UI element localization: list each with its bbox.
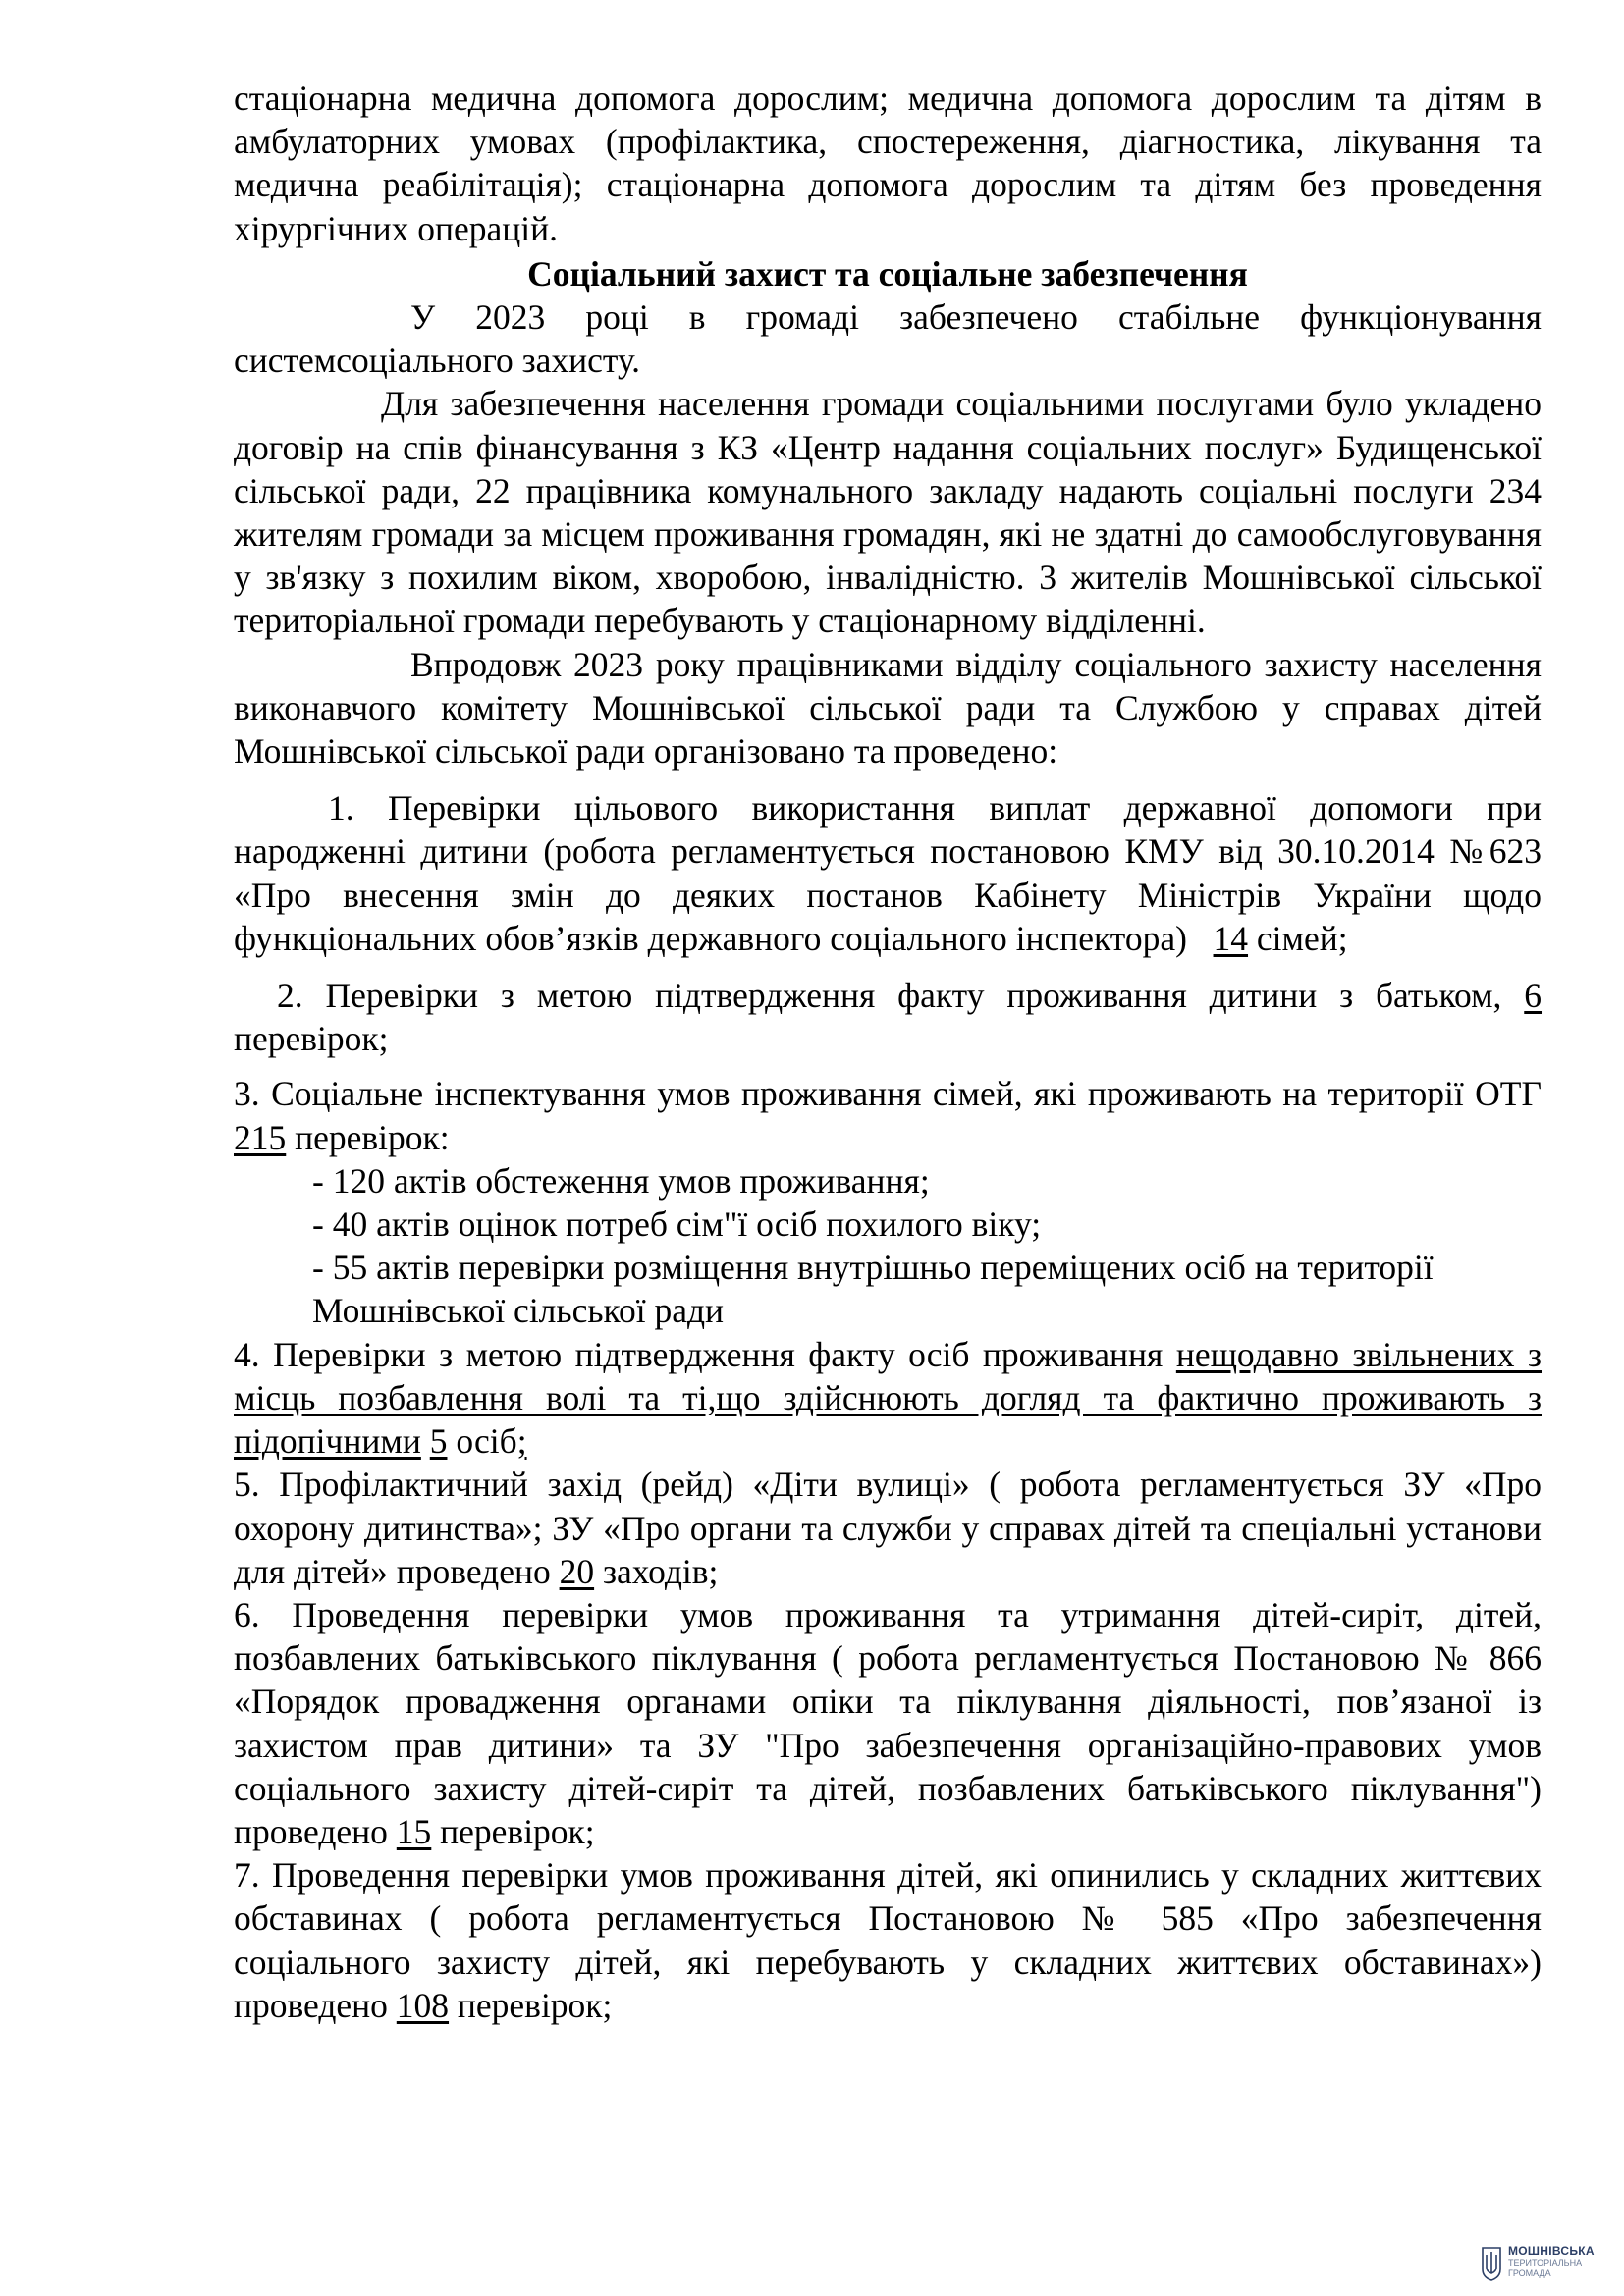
logo-line-3: ГРОМАДА [1508, 2269, 1551, 2278]
logo-line-1: МОШНІВСЬКА [1508, 2244, 1595, 2258]
list-item-7 [234, 1853, 1542, 2027]
list-item-7-tail: перевірок; [457, 1985, 613, 2025]
list-item-1-tail: сімей; [1256, 918, 1348, 958]
list-item-7-value: 108 [396, 1985, 450, 2025]
list-item-5-number: 5. [234, 1465, 260, 1505]
list-item-4-text: Перевірки з метою підтвердження факту осіб проживання [273, 1334, 1164, 1374]
community-logo [1481, 2244, 1618, 2287]
list-item-1-text: Перевірки цільового використання виплат державної допомоги при народженні дитини (робота регламентується постановою КМУ від 30.10.2014 №623 «Про внесення змін до деяких постанов Кабінету Міністрів України щодо функціональних обов’язків державного соціального інспектора) [234, 788, 1542, 958]
list-item-6-tail: перевірок; [440, 1811, 595, 1851]
list-item-6-value: 15 [396, 1811, 432, 1851]
document-page [234, 77, 1542, 2027]
list-item-6-text: Проведення перевірки умов проживання та утримання дітей-сиріт, дітей, позбавлених батьківського піклування ( робота регламентується Постановою № 866 «Порядок провадження органами опіки та піклування діяльності, пов’язаної із захистом прав дитини» та ЗУ "Про забезпечення організаційно-правових умов соціального захисту дітей-сиріт та дітей, позбавлених батьківського піклування") проведено [234, 1594, 1542, 1851]
list-item-4-tail: осіб [456, 1421, 517, 1462]
list-item-7-number: 7. [234, 1855, 260, 1896]
list-item-3-number: 3. [234, 1074, 260, 1114]
list-item-3 [234, 1072, 1542, 1158]
trident-emblem-icon [1481, 2246, 1502, 2281]
list-item-6 [234, 1593, 1542, 1853]
paragraph-activities-intro: Впродовж 2023 року працівниками відділу соціального захисту населення виконавчого комітету Мошнівської сільської ради та Службою у справах дітей Мошнівської сільської ради організовано та проведено: [234, 644, 1542, 772]
list-item-2-text: Перевірки з метою підтвердження факту проживання дитини з батьком, [325, 976, 1502, 1016]
list-item-2 [234, 974, 1542, 1060]
list-item-1-value: 14 [1213, 918, 1249, 958]
list-item-5-value: 20 [559, 1551, 595, 1591]
list-item-4-end: ; [516, 1421, 527, 1462]
list-item-4-number: 4. [234, 1334, 260, 1374]
list-item-2-value: 6 [1524, 976, 1543, 1016]
paragraph-social-services: Для забезпечення населення громади соціальними послугами було укладено договір на спів фінансування з КЗ «Центр надання соціальних послуг» Будищенської сільської ради, 22 працівника комунального закладу надають соціальні послуги 234 жителям громади за місцем проживання громадян, які не здатні до самообслуговування у зв'язку з похилим віком, хворобою, інвалідністю. 3 жителів Мошнівської сільської територіальної громади перебувають у стаціонарному відділенні. [234, 384, 1542, 641]
list-item-7-text: Проведення перевірки умов проживання дітей, які опинились у складних життєвих обставинах ( робота регламентується Постановою № 585 «Про забезпечення соціального захисту дітей, які перебувають у складних життєвих обставинах») проведено [234, 1855, 1542, 2025]
intro-paragraph: стаціонарна медична допомога дорослим; медична допомога дорослим та дітям в амбулаторних умовах (профілактика, спостереження, діагностика, лікування та медична реабілітація); стаціонарна допомога дорослим та дітям без проведення хірургічних операцій. [234, 79, 1542, 248]
list-item-5-text: Профілактичний захід (рейд) «Діти вулиці» ( робота регламентується ЗУ «Про охорону дитинства»; ЗУ «Про органи та служби у справах дітей та спеціальні установи для дітей» проведено [234, 1465, 1542, 1591]
list-item-1-number: 1. [328, 788, 354, 828]
list-item-3-continuation: Мошнівської сільської ради [312, 1291, 725, 1331]
list-item-2-number: 2. [277, 976, 303, 1016]
list-item-4-underlined: нещодавно звільнених з місць позбавлення волі та ті,що здійснюють догляд та фактично проживають з підопічними [234, 1334, 1542, 1462]
list-item-4-value: 5 [429, 1421, 448, 1462]
list-item-2-tail: перевірок; [234, 1019, 389, 1059]
list-item-3-sub-1: - 120 актів обстеження умов проживання; [312, 1160, 930, 1201]
list-item-3-sub-3: - 55 актів перевірки розміщення внутрішньо переміщених осіб на території [312, 1248, 1434, 1288]
list-item-3-text: Соціальне інспектування умов проживання сімей, які проживають на території ОТГ [271, 1074, 1543, 1114]
list-item-1 [234, 786, 1542, 960]
list-item-5-tail: заходів; [602, 1551, 719, 1591]
list-item-5 [234, 1463, 1542, 1593]
list-item-4 [234, 1333, 1542, 1464]
list-item-3-sub-2: - 40 актів оцінок потреб сім"ї осіб похилого віку; [312, 1204, 1042, 1245]
logo-line-2: ТЕРИТОРІАЛЬНА [1508, 2258, 1583, 2268]
paragraph-stability: У 2023 році в громаді забезпечено стабільне функціонування системсоціального захисту. [234, 297, 1542, 381]
list-item-3-tail: перевірок: [295, 1117, 450, 1157]
list-item-3-value: 215 [234, 1117, 287, 1157]
section-title: Соціальний захист та соціальне забезпечення [527, 253, 1248, 294]
list-item-6-number: 6. [234, 1594, 260, 1634]
